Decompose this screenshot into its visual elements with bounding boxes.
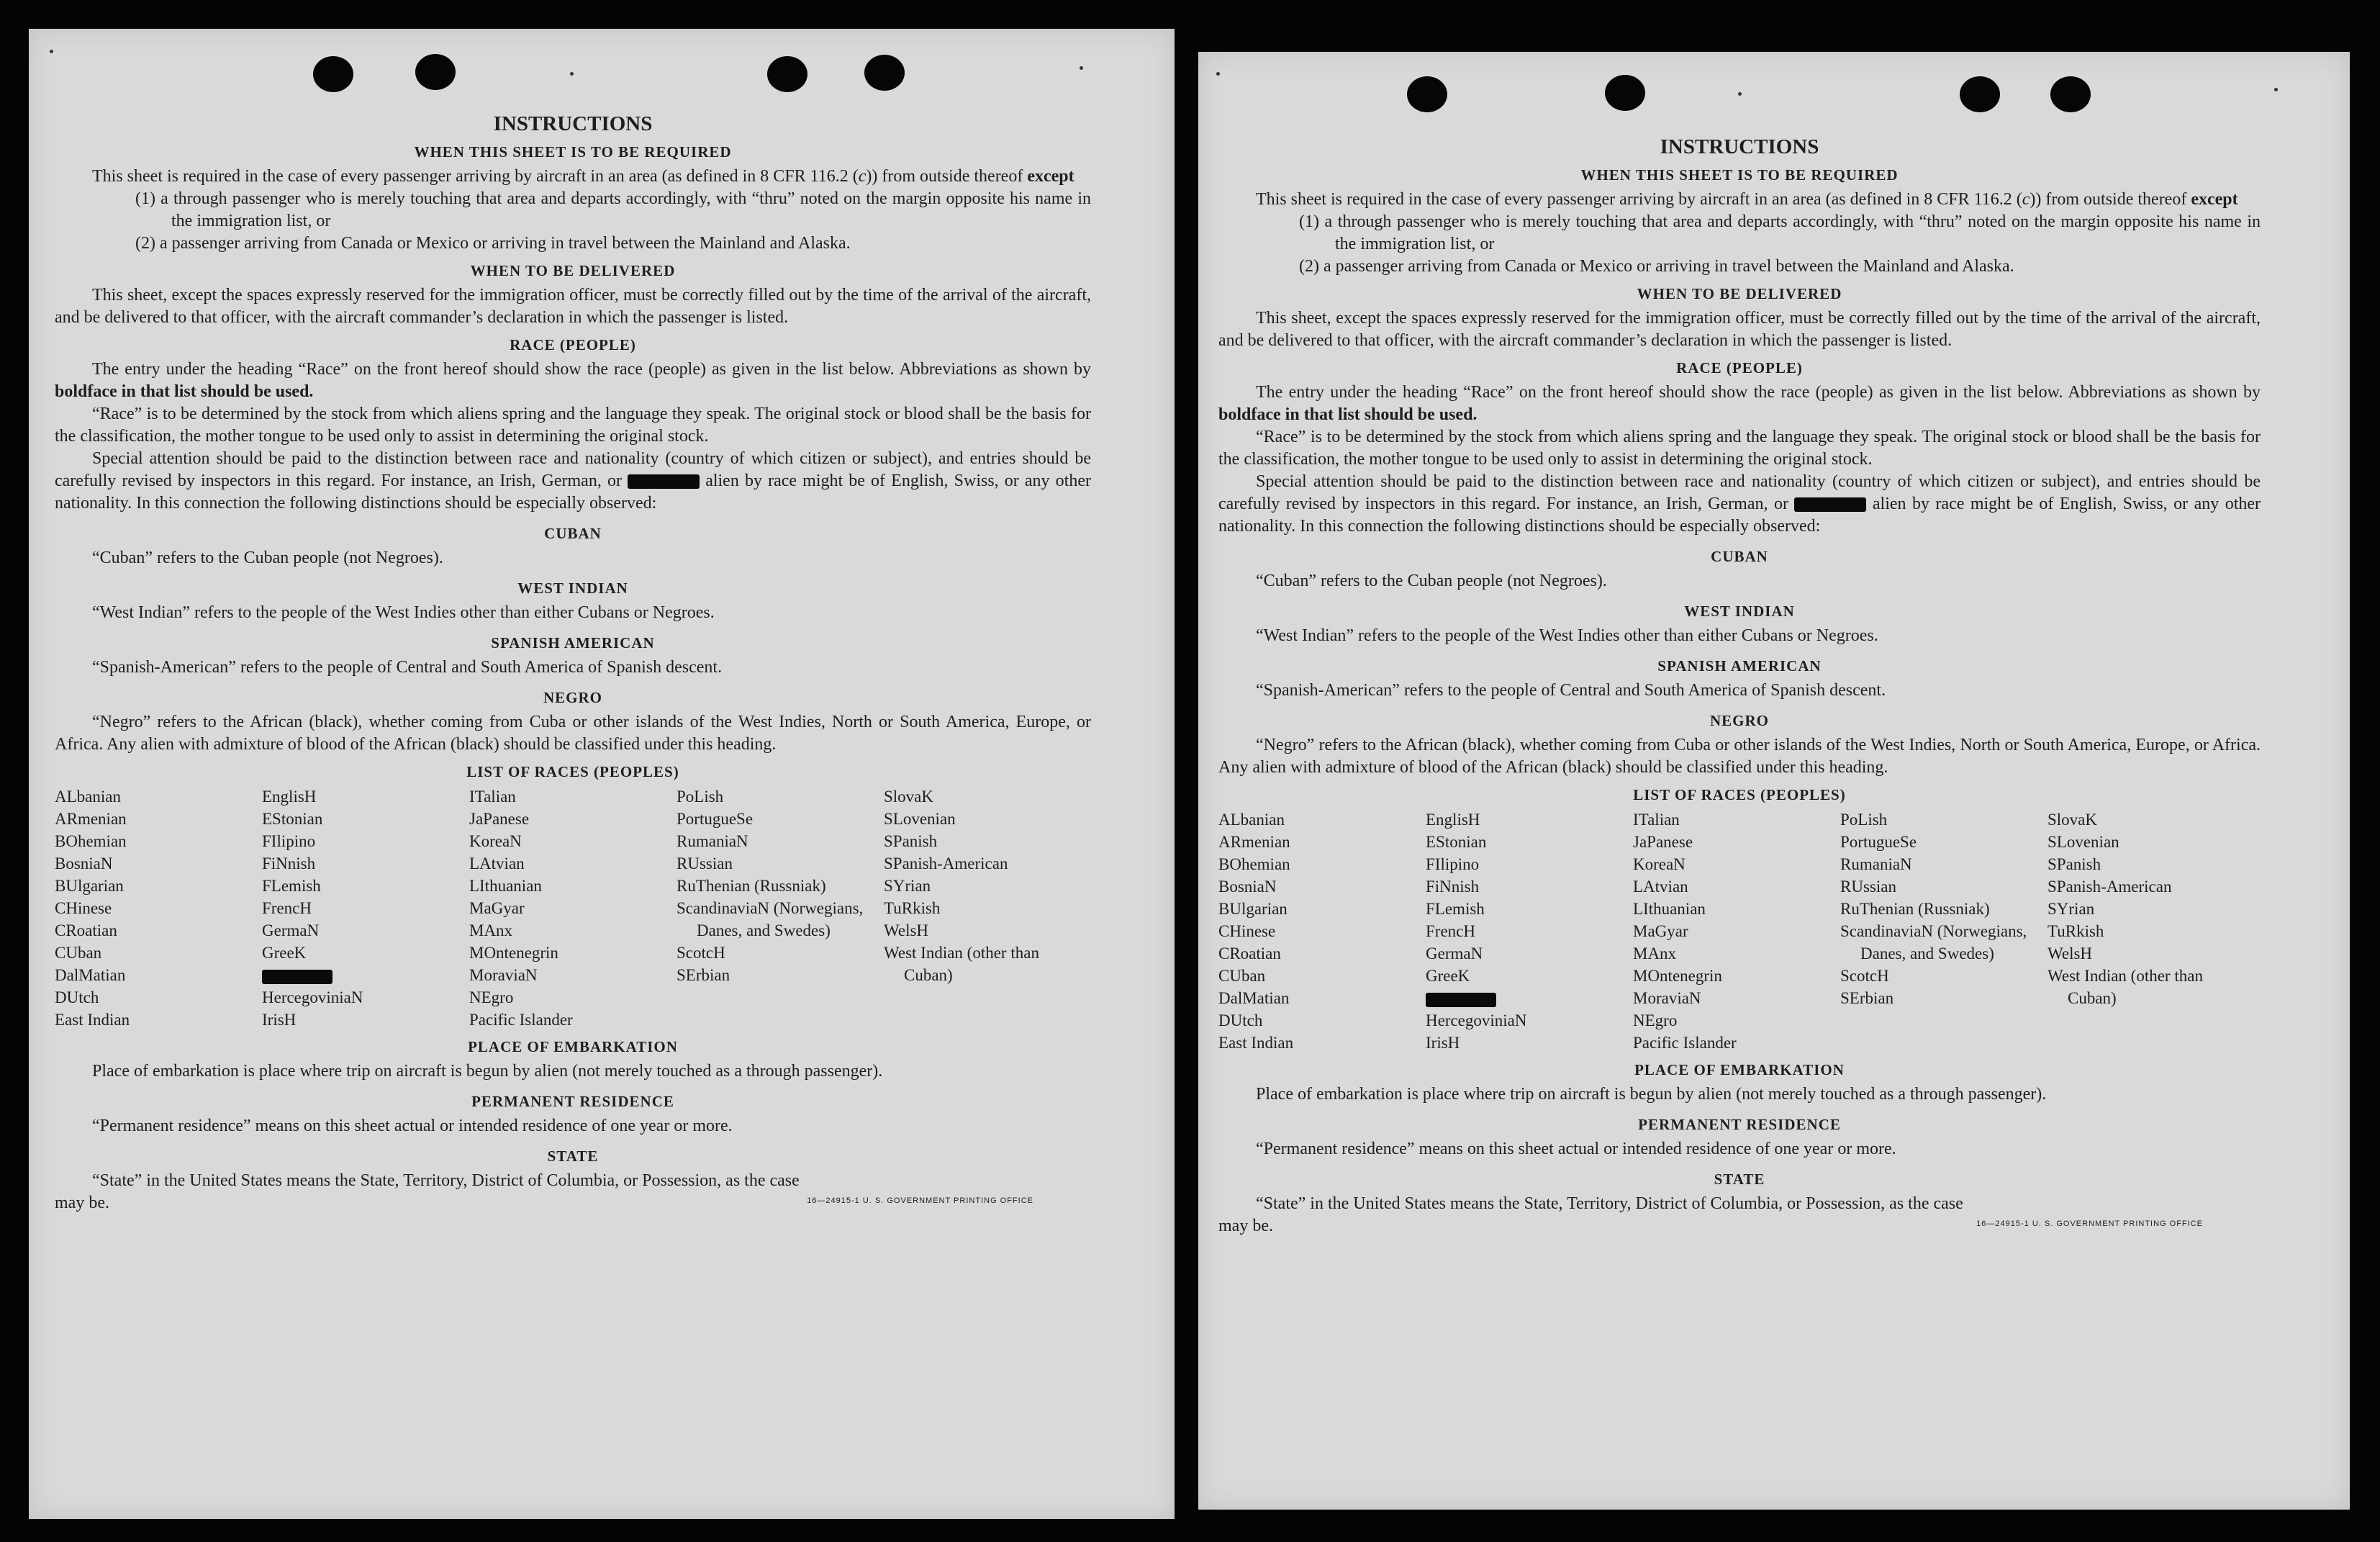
race-entry: HercegoviniaN <box>1426 1011 1527 1029</box>
bold-text: in that list should be used. <box>1280 405 1478 424</box>
race-entry: BosniaN <box>55 855 113 873</box>
text: Special attention should be paid to the distinction between race and nationality (country of which citizen or subject), and entries should be carefully revised by inspectors in this regard. For instance, an Irish, German, or <box>1218 472 2261 513</box>
race-entry: PortugueSe <box>1840 833 1917 851</box>
race-entry: NEgro <box>469 988 514 1006</box>
race-entry: PoLish <box>1840 811 1888 829</box>
paragraph <box>1218 382 2261 426</box>
race-entry: ITalian <box>1633 811 1680 829</box>
races-column <box>884 785 1091 1031</box>
paragraph: “Negro” refers to the African (black), whether coming from Cuba or other islands of the West Indies, North or South America, Europe, or Africa. Any alien with admixture of blood of the African (black) should be classified under this heading. <box>1218 736 2261 777</box>
bold-text: boldface <box>1218 405 1281 424</box>
paragraph: “Spanish-American” refers to the people of Central and South America of Spanish descent. <box>1256 681 1886 700</box>
race-entry: FiNnish <box>262 855 316 873</box>
section-heading: NEGRO <box>543 689 602 706</box>
race-entry: DUtch <box>55 988 99 1006</box>
section-heading: STATE <box>547 1148 599 1165</box>
paragraph <box>55 448 1091 515</box>
race-entry: SYrian <box>884 877 931 895</box>
list-item: (2) a passenger arriving from Canada or Mexico or arriving in travel between the Mainland and Alaska. <box>135 234 851 253</box>
section-heading: RACE (PEOPLE) <box>1676 359 1803 377</box>
race-entry: CRoatian <box>55 921 117 939</box>
paragraph: “Spanish-American” refers to the people of Central and South America of Spanish descent. <box>92 658 723 677</box>
text: )) from outside thereof <box>2030 190 2191 209</box>
race-entry: PortugueSe <box>677 810 754 828</box>
race-entry: SErbian <box>1840 989 1894 1007</box>
paragraph: This sheet, except the spaces expressly reserved for the immigration officer, must be correctly filled out by the time of the arrival of the aircraft, and be delivered to that officer, with the aircraft commander’s declaration in which the passenger is listed. <box>1218 309 2261 350</box>
race-entry: CRoatian <box>1218 944 1281 962</box>
race-entry: SLovenian <box>2048 833 2119 851</box>
section-heading: WEST INDIAN <box>1684 603 1795 620</box>
race-entry: SPanish-American <box>884 855 1008 873</box>
race-entry: SlovaK <box>2048 811 2097 829</box>
text: This sheet is required in the case of every passenger arriving by aircraft in an area (as defined in 8 CFR 116.2 ( <box>92 167 859 186</box>
section-heading: WHEN TO BE DELIVERED <box>1637 285 1842 302</box>
race-entry: LIthuanian <box>469 877 542 895</box>
race-entry: GreeK <box>262 944 307 962</box>
race-entry: MaGyar <box>1633 922 1688 940</box>
race-entry: CUban <box>1218 967 1266 985</box>
race-entry: BosniaN <box>1218 878 1277 896</box>
race-entry: CHinese <box>55 899 112 917</box>
paragraph: This sheet, except the spaces expressly reserved for the immigration officer, must be correctly filled out by the time of the arrival of the aircraft, and be delivered to that officer, with the aircraft commander’s declaration in which the passenger is listed. <box>55 286 1091 327</box>
paragraph <box>55 359 1091 403</box>
race-entry: KoreaN <box>469 832 522 850</box>
race-entry: RuThenian (Russniak) <box>1840 900 1990 918</box>
race-entry: DUtch <box>1218 1011 1263 1029</box>
race-entry: MAnx <box>469 921 513 939</box>
paragraph: “West Indian” refers to the people of the West Indies other than either Cubans or Negroes. <box>1256 626 1878 645</box>
paragraph: “Race” is to be determined by the stock from which aliens spring and the language they speak. The original stock or blood shall be the basis for the classification, the mother tongue to be used only to assist in determining the original stock. <box>55 405 1091 446</box>
section-heading: SPANISH AMERICAN <box>491 634 655 651</box>
race-entry: GermaN <box>1426 944 1483 962</box>
bold-text: in that list should be used. <box>117 382 314 401</box>
races-list <box>55 785 1091 1031</box>
race-entry: EnglisH <box>262 788 317 806</box>
race-entry: KoreaN <box>1633 855 1686 873</box>
race-entry: LIthuanian <box>1633 900 1706 918</box>
races-list <box>1218 808 2261 1054</box>
race-entry: HercegoviniaN <box>262 988 363 1006</box>
race-entry: MAnx <box>1633 944 1677 962</box>
race-entry: DalMatian <box>55 966 126 984</box>
punch-hole <box>415 54 456 90</box>
race-entry: RUssian <box>1840 878 1896 896</box>
race-entry: West Indian (other than Cuban) <box>2048 967 2203 1007</box>
text: alien by race might be of English, Swiss, or any other nationality. In this connection the following distinctions should be especially observed: <box>1218 495 2261 536</box>
races-column <box>262 785 469 1031</box>
section-heading: PLACE OF EMBARKATION <box>1634 1061 1845 1078</box>
race-entry: FLemish <box>262 877 321 895</box>
race-entry: ARmenian <box>55 810 127 828</box>
race-entry: WelsH <box>884 921 929 939</box>
race-entry: FrencH <box>262 899 312 917</box>
race-entry: JaPanese <box>469 810 530 828</box>
bold-text: boldface <box>55 382 117 401</box>
race-entry: JaPanese <box>1633 833 1693 851</box>
race-entry-redacted <box>1426 987 1633 1009</box>
races-column <box>1840 808 2048 1054</box>
race-entry: SPanish <box>884 832 938 850</box>
section-heading: WHEN THIS SHEET IS TO BE REQUIRED <box>414 143 732 161</box>
text: The entry under the heading “Race” on the front hereof should show the race (people) as given in the list below. Abbreviations as shown by <box>92 360 1091 379</box>
punch-hole <box>864 55 905 91</box>
race-entry: MOntenegrin <box>469 944 558 962</box>
race-entry: LAtvian <box>469 855 525 873</box>
race-entry: East Indian <box>1218 1034 1294 1052</box>
races-column <box>677 785 884 1031</box>
redaction-mark <box>1794 497 1866 512</box>
redaction-mark <box>1426 993 1496 1007</box>
speck <box>1080 66 1083 70</box>
redaction-mark <box>262 970 332 984</box>
races-column <box>1426 808 1633 1054</box>
race-entry: BOhemian <box>55 832 127 850</box>
list-item: (2) a passenger arriving from Canada or Mexico or arriving in travel between the Mainland and Alaska. <box>1299 257 2014 276</box>
race-entry: FrencH <box>1426 922 1475 940</box>
section-heading: LIST OF RACES (PEOPLES) <box>1633 786 1846 803</box>
race-entry: IrisH <box>262 1011 297 1029</box>
section-heading: STATE <box>1714 1171 1765 1188</box>
instruction-page-right <box>1198 52 2350 1510</box>
paragraph: “Race” is to be determined by the stock from which aliens spring and the language they speak. The original stock or blood shall be the basis for the classification, the mother tongue to be used only to assist in determining the original stock. <box>1218 428 2261 469</box>
text: The entry under the heading “Race” on the front hereof should show the race (people) as given in the list below. Abbreviations as shown by <box>1256 383 2261 402</box>
race-entry: Pacific Islander <box>469 1011 573 1029</box>
text: may be. <box>1218 1217 1273 1235</box>
speck <box>1738 92 1742 96</box>
race-entry: NEgro <box>1633 1011 1678 1029</box>
instructions-body <box>1218 135 2261 1243</box>
race-entry: FIlipino <box>262 832 316 850</box>
race-entry: TuRkish <box>2048 922 2104 940</box>
page-footer <box>55 1192 1091 1219</box>
paragraph: “Cuban” refers to the Cuban people (not Negroes). <box>92 549 443 567</box>
race-entry: FIlipino <box>1426 855 1480 873</box>
paragraph: Place of embarkation is place where trip on aircraft is begun by alien (not merely touched as a through passenger). <box>1256 1085 2047 1104</box>
race-entry: MaGyar <box>469 899 525 917</box>
races-column <box>1218 808 1426 1054</box>
punch-hole <box>1407 76 1447 112</box>
section-heading: PERMANENT RESIDENCE <box>1638 1116 1841 1133</box>
text: c <box>858 167 867 186</box>
paragraph <box>1218 189 2261 211</box>
race-entry: SLovenian <box>884 810 956 828</box>
race-entry: ITalian <box>469 788 516 806</box>
race-entry: BUlgarian <box>1218 900 1288 918</box>
paragraph: “State” in the United States means the State, Territory, District of Columbia, or Possession, as the case <box>92 1171 800 1190</box>
paragraph: “West Indian” refers to the people of the West Indies other than either Cubans or Negroes. <box>92 603 715 622</box>
races-column <box>55 785 262 1031</box>
race-entry: RUssian <box>677 855 733 873</box>
paragraph: “Permanent residence” means on this sheet actual or intended residence of one year or more. <box>92 1117 733 1135</box>
section-heading: WHEN THIS SHEET IS TO BE REQUIRED <box>1580 166 1899 184</box>
speck <box>50 50 53 53</box>
race-entry: WelsH <box>2048 944 2093 962</box>
section-heading: PERMANENT RESIDENCE <box>471 1093 674 1110</box>
bold-text: except <box>2191 190 2238 209</box>
race-entry: MOntenegrin <box>1633 967 1722 985</box>
instruction-page-left <box>29 29 1175 1519</box>
race-entry: FiNnish <box>1426 878 1480 896</box>
redaction-mark <box>628 474 700 489</box>
paragraph: “State” in the United States means the State, Territory, District of Columbia, or Possession, as the case <box>1256 1194 1963 1213</box>
race-entry: DalMatian <box>1218 989 1290 1007</box>
list-item: (1) a through passenger who is merely touching that area and departs accordingly, with “thru” noted on the margin opposite his name in the immigration list, or <box>1299 212 2261 253</box>
bold-text: except <box>1027 167 1074 186</box>
section-heading: CUBAN <box>1711 548 1768 565</box>
race-entry: East Indian <box>55 1011 130 1029</box>
punch-hole <box>2050 76 2091 112</box>
printer-code: 16—24915-1 U. S. GOVERNMENT PRINTING OFFICE <box>1976 1219 2203 1228</box>
race-entry: BUlgarian <box>55 877 124 895</box>
race-entry: CUban <box>55 944 102 962</box>
speck <box>1216 72 1220 76</box>
paragraph: “Permanent residence” means on this sheet actual or intended residence of one year or more. <box>1256 1140 1896 1158</box>
punch-hole <box>1605 75 1645 111</box>
race-entry: BOhemian <box>1218 855 1290 873</box>
printer-code: 16—24915-1 U. S. GOVERNMENT PRINTING OFFICE <box>807 1196 1033 1205</box>
race-entry: ARmenian <box>1218 833 1290 851</box>
race-entry: SPanish <box>2048 855 2101 873</box>
text: )) from outside thereof <box>866 167 1028 186</box>
race-entry: IrisH <box>1426 1034 1460 1052</box>
page-title: INSTRUCTIONS <box>1660 135 1819 158</box>
race-entry: RumaniaN <box>677 832 748 850</box>
race-entry: RumaniaN <box>1840 855 1912 873</box>
text: may be. <box>55 1194 109 1212</box>
section-heading: WEST INDIAN <box>517 580 628 597</box>
race-entry: RuThenian (Russniak) <box>677 877 826 895</box>
paragraph: “Cuban” refers to the Cuban people (not Negroes). <box>1256 572 1607 590</box>
race-entry: LAtvian <box>1633 878 1688 896</box>
race-entry: ALbanian <box>55 788 121 806</box>
race-entry: SPanish-American <box>2048 878 2172 896</box>
race-entry: GermaN <box>262 921 320 939</box>
race-entry: EnglisH <box>1426 811 1480 829</box>
section-heading: LIST OF RACES (PEOPLES) <box>466 763 679 780</box>
race-entry: West Indian (other than Cuban) <box>884 944 1039 984</box>
race-entry: EStonian <box>1426 833 1487 851</box>
race-entry: GreeK <box>1426 967 1470 985</box>
paragraph: “Negro” refers to the African (black), whether coming from Cuba or other islands of the West Indies, North or South America, Europe, or Africa. Any alien with admixture of blood of the African (black) should be classified under this heading. <box>55 713 1091 754</box>
text: alien by race might be of English, Swiss, or any other nationality. In this connection the following distinctions should be especially observed: <box>55 472 1091 513</box>
race-entry: TuRkish <box>884 899 941 917</box>
race-entry: PoLish <box>677 788 724 806</box>
list-item: (1) a through passenger who is merely touching that area and departs accordingly, with “thru” noted on the margin opposite his name in the immigration list, or <box>135 189 1091 230</box>
punch-hole <box>1960 76 2000 112</box>
race-entry: CHinese <box>1218 922 1276 940</box>
paragraph <box>55 166 1091 188</box>
race-entry: FLemish <box>1426 900 1485 918</box>
instructions-body <box>55 112 1091 1219</box>
punch-hole <box>313 56 353 92</box>
race-entry: ScandinaviaN (Norwegians, Danes, and Swedes) <box>1840 922 2027 962</box>
race-entry: ScandinaviaN (Norwegians, Danes, and Swedes) <box>677 899 864 939</box>
races-column <box>2048 808 2255 1054</box>
section-heading: WHEN TO BE DELIVERED <box>470 262 676 279</box>
race-entry: ScotcH <box>1840 967 1889 985</box>
section-heading: PLACE OF EMBARKATION <box>468 1038 678 1055</box>
race-entry: SlovaK <box>884 788 933 806</box>
text: This sheet is required in the case of every passenger arriving by aircraft in an area (as defined in 8 CFR 116.2 ( <box>1256 190 2022 209</box>
section-heading: RACE (PEOPLE) <box>510 336 636 353</box>
race-entry: MoraviaN <box>469 966 538 984</box>
speck <box>570 72 574 76</box>
race-entry: Pacific Islander <box>1633 1034 1737 1052</box>
section-heading: CUBAN <box>544 525 602 542</box>
paragraph <box>1218 471 2261 538</box>
race-entry: SYrian <box>2048 900 2095 918</box>
races-column <box>469 785 677 1031</box>
race-entry: EStonian <box>262 810 323 828</box>
race-entry-redacted <box>262 964 469 986</box>
page-footer <box>1218 1215 2261 1243</box>
paragraph: Place of embarkation is place where trip on aircraft is begun by alien (not merely touched as a through passenger). <box>92 1062 883 1081</box>
race-entry: ScotcH <box>677 944 725 962</box>
text: Special attention should be paid to the distinction between race and nationality (country of which citizen or subject), and entries should be carefully revised by inspectors in this regard. For instance, an Irish, German, or <box>55 449 1091 490</box>
races-column <box>1633 808 1840 1054</box>
section-heading: SPANISH AMERICAN <box>1657 657 1822 675</box>
speck <box>2274 88 2278 91</box>
page-title: INSTRUCTIONS <box>493 112 653 135</box>
race-entry: SErbian <box>677 966 730 984</box>
race-entry: MoraviaN <box>1633 989 1701 1007</box>
punch-hole <box>767 56 807 92</box>
race-entry: ALbanian <box>1218 811 1285 829</box>
section-heading: NEGRO <box>1709 712 1769 729</box>
text: c <box>2022 190 2030 209</box>
